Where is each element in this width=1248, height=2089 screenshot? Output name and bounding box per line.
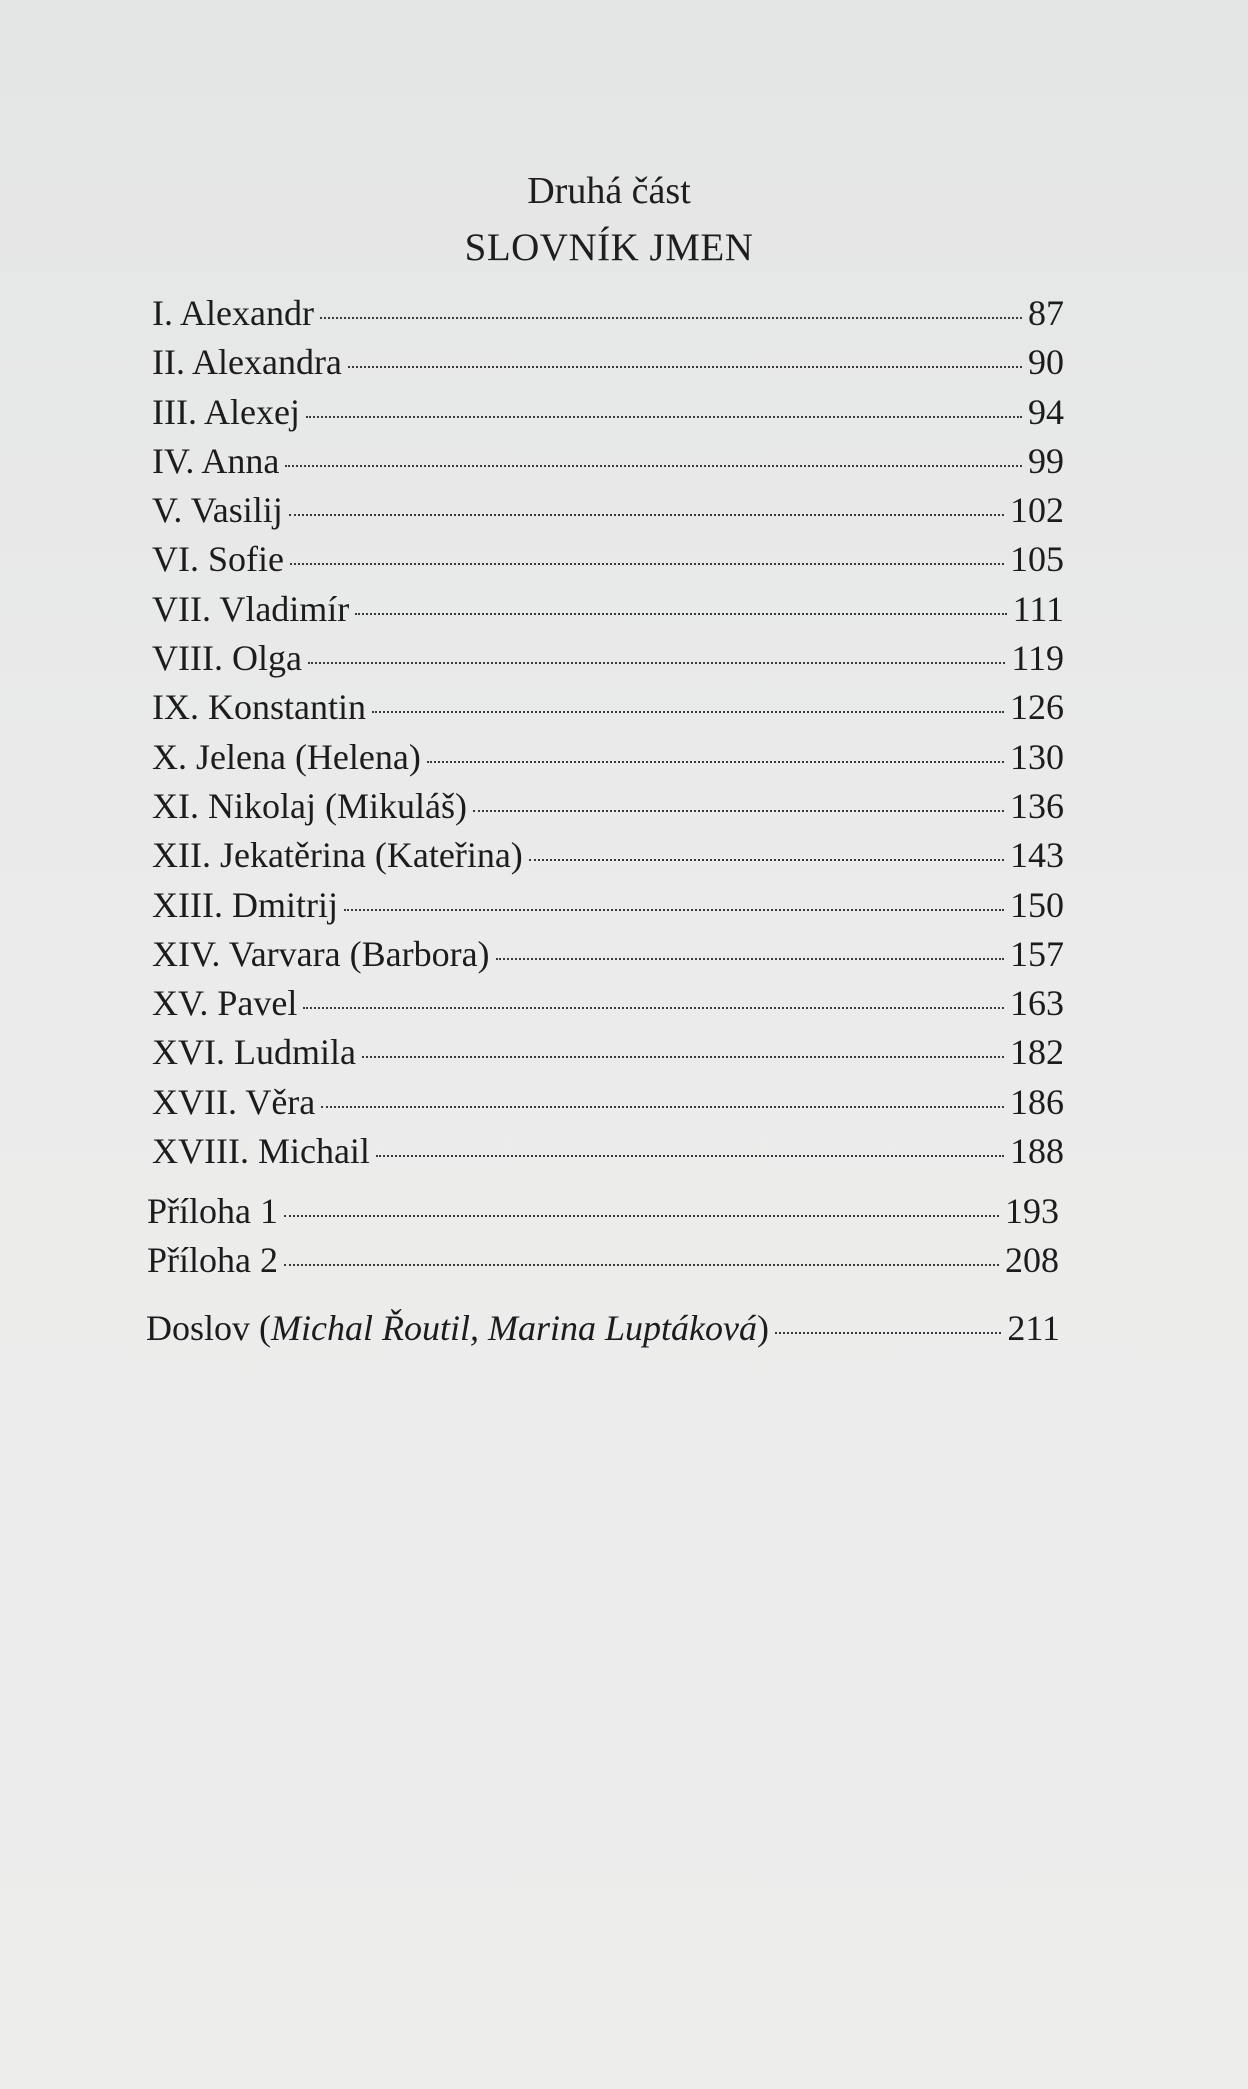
toc-appendices-list (147, 1187, 1059, 1285)
toc-entry-label: XIV. Varvara (Barbora) (152, 933, 490, 974)
toc-entry-page-number: 130 (1010, 736, 1064, 777)
dot-leader (290, 563, 1004, 565)
toc-entry-appendix (147, 1236, 1059, 1285)
toc-entry-label: XVII. Věra (152, 1081, 316, 1122)
toc-entry-chapter (152, 1028, 1064, 1077)
dot-leader (348, 366, 1022, 368)
toc-entry-label: XVIII. Michail (152, 1131, 370, 1172)
toc-entry-chapter (152, 338, 1064, 387)
toc-entry-appendix (147, 1187, 1059, 1236)
toc-entry-label: X. Jelena (Helena) (152, 736, 421, 777)
toc-entry-page-number: 99 (1028, 440, 1064, 481)
dot-leader (775, 1332, 1001, 1334)
toc-entry-chapter (152, 782, 1064, 831)
toc-entry-page-number: 208 (1005, 1240, 1059, 1280)
afterword-close-paren: ) (756, 1308, 769, 1348)
dot-leader (285, 465, 1022, 467)
toc-entry-label: XV. Pavel (152, 983, 298, 1024)
dot-leader (362, 1056, 1004, 1058)
toc-entry-label: IX. Konstantin (152, 687, 366, 728)
toc-entry-chapter (152, 437, 1064, 486)
toc-entry-chapter (152, 930, 1064, 979)
toc-entry-page-number: 143 (1010, 835, 1064, 876)
toc-entry-chapter (152, 289, 1064, 338)
toc-entry-page-number: 105 (1010, 539, 1064, 580)
toc-entry-page-number: 163 (1010, 983, 1064, 1024)
toc-entry-chapter (152, 1127, 1064, 1176)
afterword-open-paren: ( (259, 1308, 272, 1348)
toc-entry-label: II. Alexandra (152, 342, 342, 383)
dot-leader (372, 711, 1004, 713)
afterword-label: Doslov (146, 1308, 251, 1348)
toc-entry-label: V. Vasilij (152, 490, 283, 531)
section-title: SLOVNÍK JMEN (464, 226, 754, 269)
toc-afterword (146, 1304, 1060, 1353)
toc-entry-label: Příloha 2 (147, 1240, 278, 1280)
toc-entry-page-number: 119 (1011, 638, 1064, 679)
afterword-authors: Michal Řoutil, Marina Luptáková (271, 1308, 757, 1348)
toc-entry-label: XII. Jekatěrina (Kateřina) (152, 835, 523, 876)
dot-leader (284, 1215, 999, 1217)
toc-entry-label: VI. Sofie (152, 539, 284, 580)
toc-entry-label: XI. Nikolaj (Mikuláš) (152, 785, 467, 826)
toc-entry-label (146, 1304, 769, 1353)
toc-entry-chapter (152, 683, 1064, 732)
part-heading: Druhá část (527, 170, 691, 212)
toc-entry-label: XIII. Dmitrij (152, 884, 338, 925)
toc-entry-page-number: 136 (1010, 785, 1064, 826)
toc-entry-page-number: 111 (1012, 588, 1064, 629)
toc-entry-label: I. Alexandr (152, 293, 314, 333)
dot-leader (344, 909, 1004, 911)
toc-entry-chapter (152, 388, 1064, 437)
toc-entry-chapter (152, 733, 1064, 782)
toc-entry-label: VII. Vladimír (152, 588, 350, 629)
toc-entry-page-number: 193 (1005, 1191, 1059, 1231)
toc-entry-label: IV. Anna (152, 440, 280, 481)
dot-leader (321, 1106, 1004, 1108)
dot-leader (284, 1264, 999, 1266)
toc-entry-chapter (152, 585, 1064, 634)
toc-entry-chapter (152, 881, 1064, 930)
toc-entry-page-number: 87 (1028, 293, 1064, 333)
toc-entry-page-number: 150 (1010, 884, 1064, 925)
toc-entry-page-number: 186 (1010, 1081, 1064, 1122)
toc-entry-page-number: 102 (1010, 490, 1064, 531)
toc-entry-page-number: 157 (1010, 933, 1064, 974)
dot-leader (376, 1155, 1004, 1157)
toc-entry-label: VIII. Olga (152, 638, 302, 679)
toc-entry-label: Příloha 1 (147, 1191, 278, 1231)
toc-entry-chapter (152, 979, 1064, 1028)
toc-entry-label: XVI. Ludmila (152, 1032, 356, 1073)
dot-leader (355, 613, 1006, 615)
toc-entry-chapter (152, 634, 1064, 683)
toc-entry-chapter (152, 831, 1064, 880)
toc-chapters-list (152, 289, 1064, 1176)
toc-entry-label: III. Alexej (152, 391, 300, 432)
toc-entry-chapter (152, 535, 1064, 584)
dot-leader (496, 958, 1004, 960)
toc-entry-page-number: 90 (1028, 342, 1064, 383)
toc-entry-chapter (152, 1078, 1064, 1127)
dot-leader (427, 761, 1004, 763)
dot-leader (320, 317, 1022, 319)
dot-leader (306, 416, 1022, 418)
toc-entry-page-number: 188 (1010, 1131, 1064, 1172)
dot-leader (473, 810, 1004, 812)
dot-leader (303, 1007, 1004, 1009)
toc-entry-page-number: 182 (1010, 1032, 1064, 1073)
toc-entry-page-number: 126 (1010, 687, 1064, 728)
dot-leader (529, 859, 1004, 861)
toc-entry-afterword (146, 1304, 1060, 1353)
toc-entry-page-number: 211 (1007, 1308, 1060, 1348)
dot-leader (308, 662, 1005, 664)
toc-entry-chapter (152, 486, 1064, 535)
toc-entry-page-number: 94 (1028, 391, 1064, 432)
dot-leader (289, 514, 1004, 516)
